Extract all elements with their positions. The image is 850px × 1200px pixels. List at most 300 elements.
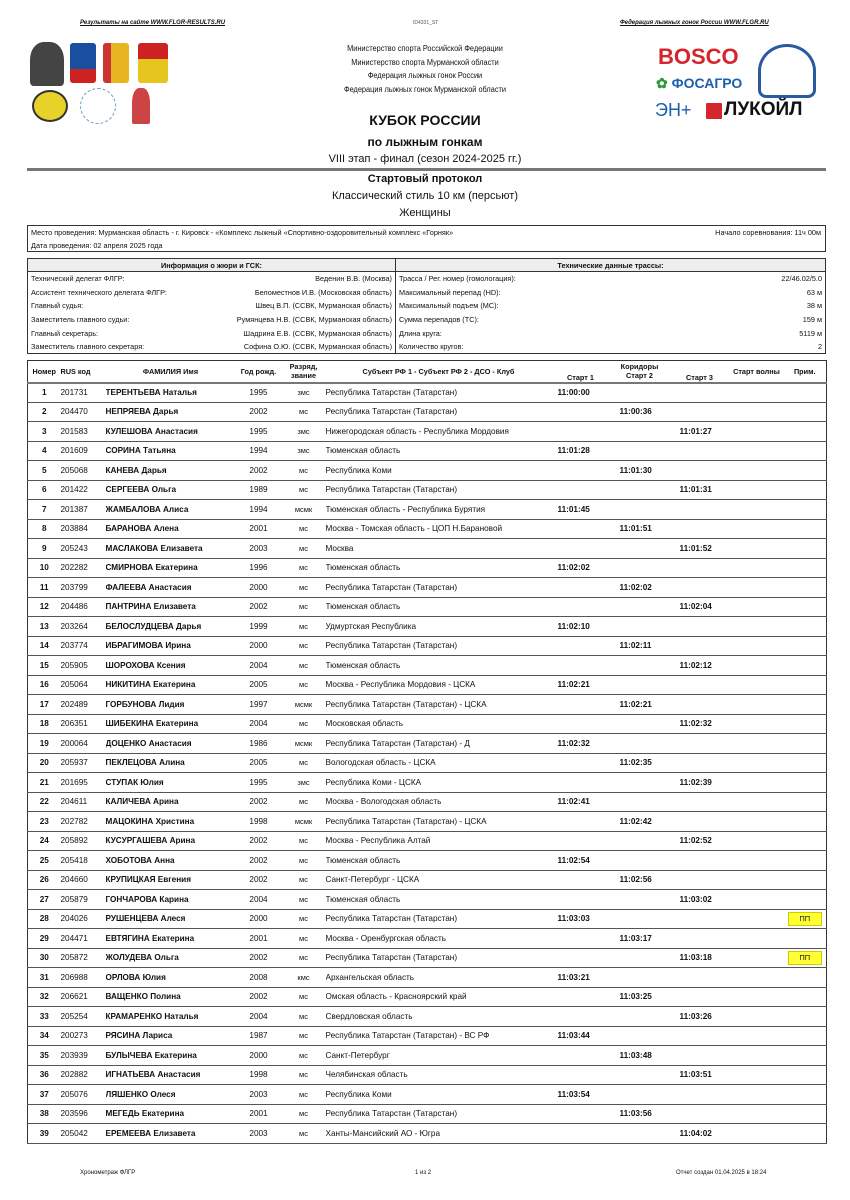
info-panel [27, 258, 826, 354]
wave-start [730, 402, 784, 422]
wave-start [730, 656, 784, 676]
start-time-1 [552, 870, 610, 890]
jury-header: Информация о жюри и ГСК: [28, 259, 395, 272]
protocol-title: Стартовый протокол [367, 173, 483, 185]
note [784, 1026, 827, 1046]
jury-label: Главный секретарь: [31, 328, 99, 338]
note [784, 461, 827, 481]
region: Республика Татарстан (Татарстан) [326, 948, 552, 968]
bib: 32 [28, 987, 61, 1007]
start-time-1: 11:00:00 [552, 383, 610, 403]
jury-info [28, 259, 396, 353]
region: Москва - Томская область - ЦОП Н.Барановой [326, 519, 552, 539]
wave-start [730, 383, 784, 403]
track-value: 22/46.02/5.0 [781, 274, 822, 283]
wave-start [730, 753, 784, 773]
rus-code: 203884 [61, 519, 106, 539]
athlete-name: КУЛЕШОВА Анастасия [106, 422, 236, 442]
track-header: Технические данные трассы: [396, 259, 825, 272]
rus-code: 205064 [61, 675, 106, 695]
rus-code: 206621 [61, 987, 106, 1007]
rus-code: 205937 [61, 753, 106, 773]
jury-row [28, 313, 395, 327]
rank: мс [282, 636, 326, 656]
start-time-3 [670, 578, 730, 598]
region: Республика Коми - ЦСКА [326, 773, 552, 793]
rus-code: 205243 [61, 539, 106, 559]
col-start2 [610, 361, 670, 383]
table-row [28, 792, 827, 812]
start-time-2 [610, 1007, 670, 1027]
start-time-2 [610, 851, 670, 871]
table-row [28, 461, 827, 481]
start-time-3 [670, 968, 730, 988]
start-time-2 [610, 656, 670, 676]
birth-year: 2002 [236, 831, 282, 851]
rus-code: 204660 [61, 870, 106, 890]
table-row [28, 441, 827, 461]
rus-code: 206351 [61, 714, 106, 734]
note [784, 831, 827, 851]
competition-subtitle: по лыжным гонкам [367, 135, 483, 149]
rus-code: 201609 [61, 441, 106, 461]
start-time-2 [610, 968, 670, 988]
athlete-name: КРУПИЦКАЯ Евгения [106, 870, 236, 890]
start-time-3 [670, 636, 730, 656]
rus-code: 205879 [61, 890, 106, 910]
start-time-3: 11:02:52 [670, 831, 730, 851]
region: Санкт-Петербург [326, 1046, 552, 1066]
track-label: Сумма перепадов (TC): [399, 315, 479, 325]
birth-year: 1998 [236, 1065, 282, 1085]
bib: 21 [28, 773, 61, 793]
note [784, 617, 827, 637]
start-time-2 [610, 558, 670, 578]
note [784, 383, 827, 403]
start-time-2 [610, 909, 670, 929]
jury-row [28, 340, 395, 354]
rank: мс [282, 597, 326, 617]
start-time-3: 11:03:51 [670, 1065, 730, 1085]
athlete-name: ШИБЕКИНА Екатерина [106, 714, 236, 734]
table-row [28, 968, 827, 988]
table-row [28, 675, 827, 695]
wave-start [730, 558, 784, 578]
jury-label: Главный судья: [31, 301, 84, 311]
birth-year: 2004 [236, 890, 282, 910]
note [784, 792, 827, 812]
jury-label: Ассистент технического делегата ФЛГР: [31, 287, 167, 297]
table-row [28, 890, 827, 910]
table-header [28, 361, 827, 383]
start-time-3 [670, 1085, 730, 1105]
rus-code: 200273 [61, 1026, 106, 1046]
start-time-1 [552, 890, 610, 910]
athlete-name: РУШЕНЦЕВА Алеся [106, 909, 236, 929]
start-time-1: 11:02:54 [552, 851, 610, 871]
athlete-name: КУСУРГАШЕВА Арина [106, 831, 236, 851]
birth-year: 2004 [236, 1007, 282, 1027]
start-time-3: 11:02:04 [670, 597, 730, 617]
athlete-name: КАНЕВА Дарья [106, 461, 236, 481]
start-list-table [27, 360, 827, 1144]
rus-code: 201387 [61, 500, 106, 520]
category: Женщины [399, 207, 451, 219]
table-row [28, 617, 827, 637]
birth-year: 2001 [236, 519, 282, 539]
venue-box [27, 225, 826, 252]
region: Республика Татарстан (Татарстан) [326, 383, 552, 403]
rank: мс [282, 675, 326, 695]
track-row [396, 340, 825, 354]
region: Тюменская область [326, 441, 552, 461]
rank: змс [282, 383, 326, 403]
rank: мс [282, 929, 326, 949]
wave-start [730, 617, 784, 637]
bib: 14 [28, 636, 61, 656]
track-row [396, 286, 825, 300]
athlete-name: ГОНЧАРОВА Карина [106, 890, 236, 910]
birth-year: 1997 [236, 695, 282, 715]
rus-code: 203774 [61, 636, 106, 656]
birth-year: 1998 [236, 812, 282, 832]
start-time-3 [670, 851, 730, 871]
start-time-1: 11:03:54 [552, 1085, 610, 1105]
table-row [28, 539, 827, 559]
bib: 22 [28, 792, 61, 812]
table-row [28, 929, 827, 949]
start-time-1 [552, 636, 610, 656]
jury-row [28, 299, 395, 313]
start-time-3: 11:02:12 [670, 656, 730, 676]
athlete-name: СЕРГЕЕВА Ольга [106, 480, 236, 500]
athlete-name: МАСЛАКОВА Елизавета [106, 539, 236, 559]
table-row [28, 578, 827, 598]
stage-title: VIII этап - финал (сезон 2024-2025 гг.) [328, 153, 522, 165]
wave-start [730, 1007, 784, 1027]
athlete-name: ЛЯШЕНКО Олеся [106, 1085, 236, 1105]
start-time-1 [552, 831, 610, 851]
region: Республика Татарстан (Татарстан) - ВС РФ [326, 1026, 552, 1046]
table-row [28, 870, 827, 890]
table-row [28, 1026, 827, 1046]
start-time-2 [610, 422, 670, 442]
rank: мс [282, 656, 326, 676]
start-time-2 [610, 773, 670, 793]
rank: кмс [282, 968, 326, 988]
athlete-name: ОРЛОВА Юлия [106, 968, 236, 988]
bib: 39 [28, 1124, 61, 1144]
athlete-name: ШОРОХОВА Ксения [106, 656, 236, 676]
start-time-3 [670, 441, 730, 461]
start-time-3 [670, 1026, 730, 1046]
venue-date: Дата проведения: 02 апреля 2025 года [31, 241, 163, 250]
start-time-2 [610, 539, 670, 559]
venue-place: Место проведения: Мурманская область - г. Кировск - «Комплекс лыжный «Спортивно-оздоровительный комплекс «Горняк» [31, 228, 454, 237]
bib: 16 [28, 675, 61, 695]
start-time-1 [552, 773, 610, 793]
bib: 30 [28, 948, 61, 968]
bib: 13 [28, 617, 61, 637]
organizer-line: Федерация лыжных гонок Мурманской области [344, 84, 506, 94]
start-time: Начало соревнования: 11ч 00м [715, 228, 821, 237]
birth-year: 1994 [236, 500, 282, 520]
start-time-2 [610, 948, 670, 968]
table-row [28, 695, 827, 715]
birth-year: 2002 [236, 851, 282, 871]
wave-start [730, 695, 784, 715]
bib: 34 [28, 1026, 61, 1046]
athlete-name: СМИРНОВА Екатерина [106, 558, 236, 578]
note [784, 539, 827, 559]
note [784, 558, 827, 578]
birth-year: 1995 [236, 773, 282, 793]
region: Ханты-Мансийский АО - Югра [326, 1124, 552, 1144]
start-time-1 [552, 461, 610, 481]
birth-year: 2002 [236, 792, 282, 812]
track-row [396, 299, 825, 313]
rus-code: 201583 [61, 422, 106, 442]
start-time-1 [552, 1046, 610, 1066]
wave-start [730, 1026, 784, 1046]
wave-start [730, 792, 784, 812]
region: Республика Татарстан (Татарстан) [326, 1104, 552, 1124]
region: Вологодская область - ЦСКА [326, 753, 552, 773]
wave-start [730, 948, 784, 968]
region: Тюменская область [326, 851, 552, 871]
athlete-name: ВАЩЕНКО Полина [106, 987, 236, 1007]
region: Санкт-Петербург - ЦСКА [326, 870, 552, 890]
rank: мс [282, 714, 326, 734]
bib: 1 [28, 383, 61, 403]
start-time-3: 11:02:32 [670, 714, 730, 734]
athlete-name: МЕГЕДЬ Екатерина [106, 1104, 236, 1124]
region: Республика Татарстан (Татарстан) [326, 480, 552, 500]
rank: мс [282, 519, 326, 539]
start-time-2: 11:03:56 [610, 1104, 670, 1124]
rank: мс [282, 909, 326, 929]
region: Республика Татарстан (Татарстан) - ЦСКА [326, 812, 552, 832]
birth-year: 2005 [236, 675, 282, 695]
table-row [28, 812, 827, 832]
table-row [28, 1007, 827, 1027]
jury-value: Швец В.П. (ССВК, Мурманская область) [255, 301, 392, 311]
bib: 2 [28, 402, 61, 422]
page-number: 1 из 2 [415, 1170, 432, 1176]
start-time-1 [552, 656, 610, 676]
birth-year: 2002 [236, 948, 282, 968]
rank: мс [282, 870, 326, 890]
col-rus: RUS код [61, 361, 106, 383]
wave-start [730, 578, 784, 598]
organizer-line: Министерство спорта Российской Федерации [347, 44, 503, 53]
rank: мсмк [282, 500, 326, 520]
rus-code: 205042 [61, 1124, 106, 1144]
col-num: Номер [28, 361, 61, 383]
rank: мс [282, 1026, 326, 1046]
document-id: ID4331_ST [413, 20, 439, 26]
start-time-3 [670, 929, 730, 949]
start-time-2: 11:03:17 [610, 929, 670, 949]
table-row [28, 558, 827, 578]
jury-label: Заместитель главного секретаря: [31, 342, 145, 352]
note [784, 1065, 827, 1085]
start-time-2: 11:02:11 [610, 636, 670, 656]
wave-start [730, 714, 784, 734]
birth-year: 1995 [236, 383, 282, 403]
bib: 7 [28, 500, 61, 520]
birth-year: 2001 [236, 1104, 282, 1124]
note [784, 480, 827, 500]
bib: 15 [28, 656, 61, 676]
birth-year: 1987 [236, 1026, 282, 1046]
athlete-name: МАЦОКИНА Христина [106, 812, 236, 832]
region: Республика Татарстан (Татарстан) - Д [326, 734, 552, 754]
wave-start [730, 519, 784, 539]
start-time-1: 11:02:32 [552, 734, 610, 754]
table-row [28, 714, 827, 734]
start-time-2: 11:00:36 [610, 402, 670, 422]
start-time-3 [670, 870, 730, 890]
corridors-label: Коридоры [620, 362, 659, 372]
region: Тюменская область - Республика Бурятия [326, 500, 552, 520]
track-row [396, 327, 825, 341]
start-time-3 [670, 1046, 730, 1066]
start-time-1 [552, 812, 610, 832]
note [784, 597, 827, 617]
start-time-2 [610, 714, 670, 734]
start-time-3 [670, 402, 730, 422]
birth-year: 2003 [236, 1124, 282, 1144]
results-site-link[interactable]: Результаты на сайте WWW.FLGR-RESULTS.RU [80, 20, 226, 26]
birth-year: 2002 [236, 987, 282, 1007]
start-time-3 [670, 987, 730, 1007]
rus-code: 204486 [61, 597, 106, 617]
wave-start [730, 1085, 784, 1105]
start2-label: Старт 2 [626, 371, 653, 381]
wave-start [730, 929, 784, 949]
birth-year: 1994 [236, 441, 282, 461]
birth-year: 2002 [236, 597, 282, 617]
competition-title: КУБОК РОССИИ [369, 112, 481, 128]
note [784, 636, 827, 656]
jury-row [28, 327, 395, 341]
rus-code: 201422 [61, 480, 106, 500]
rus-code: 205254 [61, 1007, 106, 1027]
bib: 10 [28, 558, 61, 578]
start-time-2: 11:01:51 [610, 519, 670, 539]
rank: мсмк [282, 812, 326, 832]
rank: мс [282, 539, 326, 559]
rank: мс [282, 1046, 326, 1066]
note [784, 675, 827, 695]
rus-code: 201731 [61, 383, 106, 403]
wave-start [730, 441, 784, 461]
rank: мс [282, 617, 326, 637]
bib: 35 [28, 1046, 61, 1066]
birth-year: 2003 [236, 539, 282, 559]
track-value: 5119 м [799, 328, 822, 338]
wave-start [730, 831, 784, 851]
rank: мс [282, 753, 326, 773]
start-time-2 [610, 1026, 670, 1046]
start-time-2 [610, 480, 670, 500]
wave-start [730, 422, 784, 442]
wave-start [730, 909, 784, 929]
rus-code: 203799 [61, 578, 106, 598]
lukoil-logo: ЛУКОЙЛ [724, 99, 803, 120]
start-time-3 [670, 500, 730, 520]
bib: 8 [28, 519, 61, 539]
federation-site-link[interactable]: Федерация лыжных гонок России WWW.FLGR.RU [620, 20, 769, 26]
jury-value: Румянцева Н.В. (ССВК, Мурманская область) [236, 315, 392, 325]
rank: мс [282, 948, 326, 968]
note [784, 1046, 827, 1066]
bib: 4 [28, 441, 61, 461]
birth-year: 2000 [236, 578, 282, 598]
jury-value: Беломестнов И.В. (Московская область) [254, 287, 392, 297]
rank: змс [282, 441, 326, 461]
wave-start [730, 1104, 784, 1124]
report-created: Отчет создан 01.04.2025 в 18:24 [676, 1170, 767, 1176]
region: Нижегородская область - Республика Мордовия [326, 422, 552, 442]
note [784, 890, 827, 910]
wave-start [730, 870, 784, 890]
table-row [28, 1124, 827, 1144]
note [784, 870, 827, 890]
note [784, 812, 827, 832]
rus-code: 205872 [61, 948, 106, 968]
athlete-name: ГОРБУНОВА Лидия [106, 695, 236, 715]
note [784, 500, 827, 520]
region: Москва [326, 539, 552, 559]
wave-start [730, 500, 784, 520]
birth-year: 2000 [236, 636, 282, 656]
start-time-3: 11:04:02 [670, 1124, 730, 1144]
note [784, 1124, 827, 1144]
rank: мс [282, 402, 326, 422]
region: Омская область - Красноярский край [326, 987, 552, 1007]
region: Свердловская область [326, 1007, 552, 1027]
jury-value: Шадрина Е.В. (ССВК, Мурманская область) [243, 328, 392, 338]
birth-year: 2002 [236, 402, 282, 422]
start-time-3 [670, 461, 730, 481]
wave-start [730, 1124, 784, 1144]
col-region: Субъект РФ 1 - Субъект РФ 2 - ДСО - Клуб [326, 361, 552, 383]
birth-year: 2002 [236, 870, 282, 890]
start-time-2: 11:03:48 [610, 1046, 670, 1066]
note [784, 578, 827, 598]
bib: 29 [28, 929, 61, 949]
bib: 6 [28, 480, 61, 500]
phosagro-logo: ✿ ФОСАГРО [656, 75, 743, 91]
rank: мс [282, 480, 326, 500]
athlete-name: БАРАНОВА Алена [106, 519, 236, 539]
note [784, 695, 827, 715]
table-row [28, 480, 827, 500]
birth-year: 2005 [236, 753, 282, 773]
athlete-name: ЖАМБАЛОВА Алиса [106, 500, 236, 520]
table-row [28, 773, 827, 793]
track-value: 159 м [802, 315, 822, 325]
birth-year: 2003 [236, 1085, 282, 1105]
footer-timing: Хронометраж ФЛГР [80, 1170, 136, 1176]
bib: 36 [28, 1065, 61, 1085]
start-time-1 [552, 695, 610, 715]
bib: 25 [28, 851, 61, 871]
wave-start [730, 480, 784, 500]
rus-code: 205892 [61, 831, 106, 851]
